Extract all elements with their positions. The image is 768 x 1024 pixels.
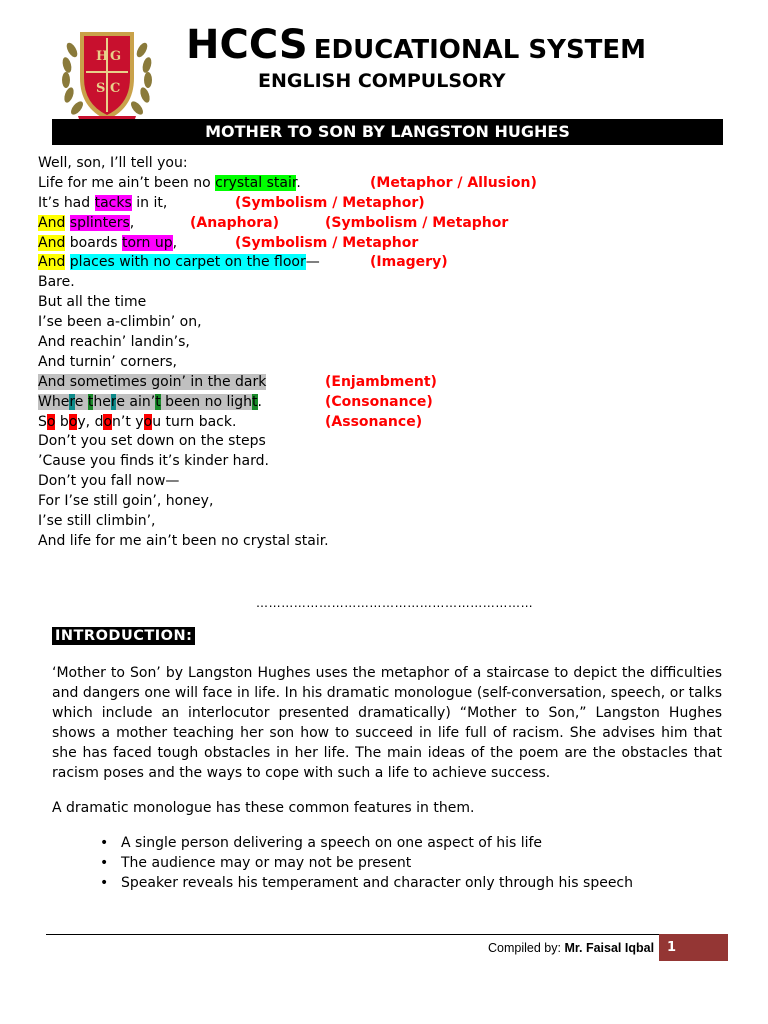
poem-line-text xyxy=(38,334,190,350)
highlighted-phrase: tacks xyxy=(94,194,132,211)
poem-line-text xyxy=(38,513,156,529)
text-segment: S xyxy=(38,413,47,430)
poem-line xyxy=(38,313,738,333)
poem-line-text xyxy=(38,274,75,290)
literary-device-label: (Anaphora) xyxy=(190,214,280,231)
text-segment: I’se still climbin’, xyxy=(38,513,156,530)
highlighted-phrase: splinters xyxy=(69,214,130,231)
highlighted-phrase: r xyxy=(110,393,117,410)
svg-text:G: G xyxy=(110,49,122,64)
highlighted-phrase: r xyxy=(69,393,75,410)
text-segment: in it, xyxy=(131,194,168,211)
poem-line-text xyxy=(38,254,320,270)
poem-line xyxy=(38,353,738,373)
text-segment: y, d xyxy=(77,413,104,430)
poem-line xyxy=(38,472,738,492)
poem-line xyxy=(38,174,738,194)
introduction-heading: INTRODUCTION: xyxy=(52,627,195,645)
text-segment: I’se been a-climbin’ on, xyxy=(38,314,202,331)
footer-divider xyxy=(46,934,728,935)
highlighted-phrase: And xyxy=(38,214,66,231)
text-segment: Life for me ain’t been no xyxy=(38,174,216,191)
text-segment: And reachin’ landin’s, xyxy=(38,334,190,351)
poem-line xyxy=(38,492,738,512)
text-segment: And life for me ain’t been no crystal stair. xyxy=(38,532,329,549)
text-segment: ’Cause you finds it’s kinder hard. xyxy=(38,453,269,470)
highlighted-phrase: And xyxy=(38,234,66,251)
poem-line xyxy=(38,432,738,452)
poem-line xyxy=(38,373,738,393)
poem-line-text xyxy=(38,215,134,231)
compiled-label: Compiled by: xyxy=(488,941,565,955)
poem-line-text xyxy=(38,354,177,370)
poem-line-text xyxy=(38,533,329,549)
highlighted-phrase: t xyxy=(252,393,258,410)
literary-device-label: (Symbolism / Metaphor xyxy=(325,214,509,231)
header-subtitle: ENGLISH COMPULSORY xyxy=(258,70,506,92)
page-number: 1 xyxy=(667,940,677,955)
poem-line-text xyxy=(38,433,266,449)
text-segment: , xyxy=(129,214,135,231)
list-item: • Speaker reveals his temperament and character only through his speech xyxy=(100,875,633,891)
poem-line xyxy=(38,293,738,313)
monologue-features-intro: A dramatic monologue has these common features in them. xyxy=(52,800,475,816)
literary-device-label: (Symbolism / Metaphor) xyxy=(235,194,425,211)
highlighted-phrase: t xyxy=(87,393,94,410)
highlighted-phrase: And xyxy=(38,254,66,271)
poem-line-text xyxy=(38,155,188,171)
poem-line xyxy=(38,214,738,234)
list-item: • A single person delivering a speech on one aspect of his life xyxy=(100,835,543,851)
literary-device-label: (Imagery) xyxy=(370,254,448,271)
header-title xyxy=(186,22,646,68)
highlighted-phrase: he xyxy=(93,393,111,410)
highlighted-phrase: e xyxy=(74,393,88,410)
literary-device-label: (Symbolism / Metaphor xyxy=(235,234,419,251)
text-segment: For I’se still goin’, honey, xyxy=(38,493,214,510)
text-segment: u turn back. xyxy=(152,413,237,430)
highlighted-phrase: o xyxy=(103,413,113,430)
page-number-box xyxy=(659,934,728,961)
poem-title-bar: MOTHER TO SON BY LANGSTON HUGHES xyxy=(52,119,723,145)
footer-compiled-by xyxy=(488,941,654,955)
highlighted-phrase: o xyxy=(68,413,78,430)
text-segment: , xyxy=(172,234,178,251)
highlighted-phrase: o xyxy=(46,413,56,430)
highlighted-phrase: been no ligh xyxy=(160,393,253,410)
text-segment: Don’t you fall now— xyxy=(38,473,180,490)
header-title-hccs: HCCS xyxy=(186,22,308,68)
poem-line-text xyxy=(38,235,177,251)
highlighted-phrase: e ain’ xyxy=(116,393,156,410)
header-title-rest: EDUCATIONAL SYSTEM xyxy=(313,35,647,65)
text-segment: boards xyxy=(65,234,122,251)
highlighted-phrase: Whe xyxy=(38,393,70,410)
poem-body xyxy=(38,154,738,552)
svg-text:H: H xyxy=(96,49,109,64)
poem-line xyxy=(38,333,738,353)
poem-line-text xyxy=(38,314,202,330)
poem-line xyxy=(38,452,738,472)
poem-line xyxy=(38,194,738,214)
text-segment: n’t y xyxy=(112,413,144,430)
poem-line xyxy=(38,234,738,254)
bullet-dot-icon: • xyxy=(100,875,109,891)
text-segment: Don’t you set down on the steps xyxy=(38,433,266,450)
poem-line xyxy=(38,532,738,552)
school-crest-logo xyxy=(58,20,156,132)
literary-device-label: (Enjambment) xyxy=(325,373,437,390)
literary-device-label: (Consonance) xyxy=(325,393,433,410)
poem-line-text xyxy=(38,294,146,310)
poem-line xyxy=(38,154,738,174)
poem-line-text xyxy=(38,493,213,509)
poem-line-text xyxy=(38,374,266,390)
highlighted-phrase: And sometimes goin’ in the dark xyxy=(38,373,267,390)
highlighted-phrase: o xyxy=(143,413,153,430)
text-segment: . xyxy=(296,174,301,191)
poem-line xyxy=(38,413,738,433)
text-segment: — xyxy=(305,254,320,271)
poem-line-text xyxy=(38,473,179,489)
poem-line xyxy=(38,512,738,532)
text-segment: . xyxy=(257,393,262,410)
text-segment: b xyxy=(55,413,69,430)
highlighted-phrase: torn up xyxy=(121,234,173,251)
poem-line-text xyxy=(38,195,167,211)
text-segment: But all the time xyxy=(38,294,147,311)
text-segment: And turnin’ corners, xyxy=(38,353,177,370)
author-name: Mr. Faisal Iqbal xyxy=(564,941,655,955)
literary-device-label: (Metaphor / Allusion) xyxy=(370,174,537,191)
highlighted-phrase: places with no carpet on the floor xyxy=(69,254,306,271)
poem-line-text xyxy=(38,453,269,469)
svg-text:C: C xyxy=(110,81,121,96)
features-bullet-list xyxy=(100,833,633,893)
poem-line xyxy=(38,253,738,273)
list-item: • The audience may or may not be present xyxy=(100,855,412,871)
introduction-paragraph: ‘Mother to Son’ by Langston Hughes uses the metaphor of a staircase to depict the difficulties and dangers one will face in life. In his dramatic monologue (self-conversation, speech, or talks which include an interlocutor presented dramatically) “Mother to Son,” Langston Hughes shows a mother teaching her son how to succeed in life full of racism. She advises him that she has faced tough obstacles in her life. The main ideas of the poem are the obstacles that racism poses and the ways to cope with such a life to achieve success. xyxy=(52,665,722,781)
dotted-separator: ………………………………………………………… xyxy=(256,596,534,610)
poem-line-text xyxy=(38,394,262,410)
poem-line xyxy=(38,393,738,413)
bullet-dot-icon: • xyxy=(100,835,109,851)
bullet-dot-icon: • xyxy=(100,855,109,871)
highlighted-phrase: crystal stair xyxy=(215,174,297,191)
poem-line xyxy=(38,273,738,293)
highlighted-phrase: t xyxy=(155,393,161,410)
svg-text:S: S xyxy=(96,81,106,96)
text-segment: It’s had xyxy=(38,194,95,211)
poem-line-text xyxy=(38,414,236,430)
text-segment: Well, son, I’ll tell you: xyxy=(38,155,188,171)
poem-line-text xyxy=(38,175,301,191)
literary-device-label: (Assonance) xyxy=(325,413,423,430)
text-segment: Bare. xyxy=(38,274,75,291)
